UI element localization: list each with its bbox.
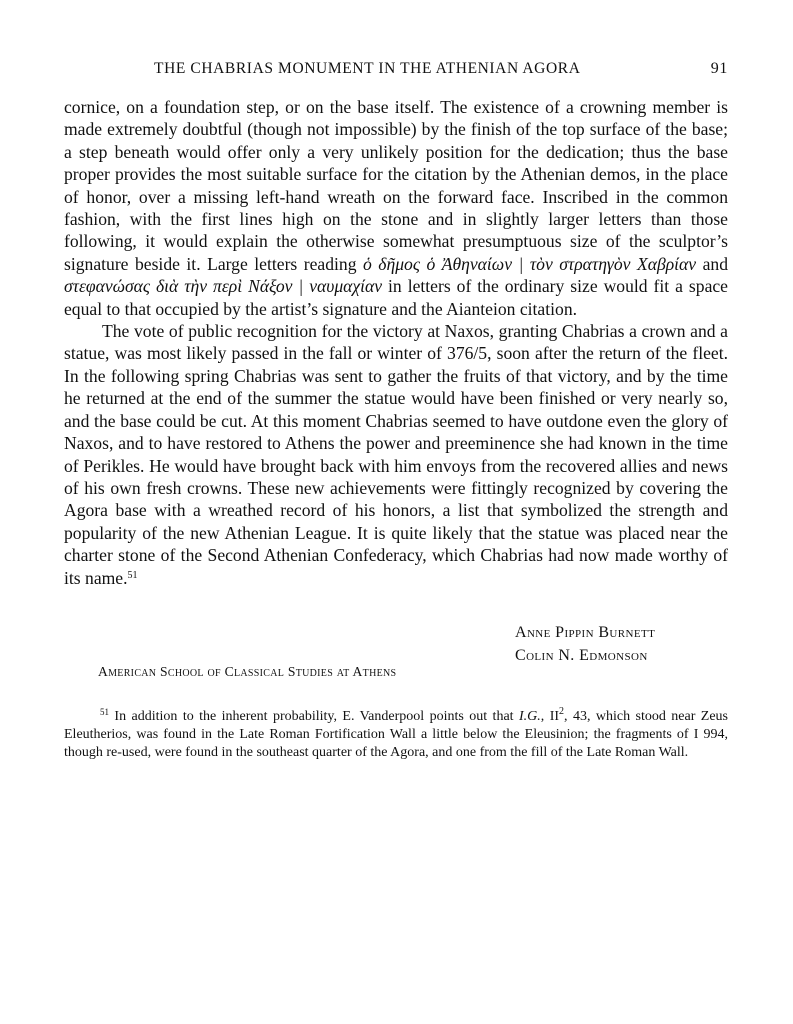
author-name: Colin N. Edmonson	[515, 646, 648, 664]
paragraph-1-text-a: cornice, on a foundation step, or on the base itself. The existence of a crowning member is made extremely doubtful (though not impossible) by the finish of the top surface of the base; a step beneath would offer only a very unlikely position for the dedication; thus the base proper provides the most suitable surface for the citation by the Athenian demos, in the place of honor, over a missing left-hand wreath on the forward face. Inscribed in the common fashion, with the first lines high on the stone and in slightly larger letters than those following, it would explain the otherwise somewhat presumptuous size of the sculptor’s signature beside it. Large letters reading	[64, 97, 728, 274]
body-text	[64, 96, 728, 589]
running-head	[64, 60, 728, 82]
institution-affiliation: American School of Classical Studies at Athens	[98, 664, 397, 679]
footnote-reference: 51	[127, 569, 138, 581]
author-block	[515, 622, 755, 667]
paragraph-2	[64, 320, 728, 589]
footnote-superscript: 2	[559, 706, 565, 717]
footnote-text-a: In addition to the inherent probability, E. Vanderpool points out that	[109, 709, 519, 724]
paragraph-2-text: The vote of public recognition for the victory at Naxos, granting Chabrias a crown and a statue, was most likely passed in the fall or winter of 376/5, soon after the return of the fleet. In the following spring Chabrias was sent to gather the fruits of that victory, and by the time he returned at the end of the summer the statue would have been finished or very nearly so, and the base could be cut. At this moment Chabrias seemed to have outdone even the glory of Naxos, and to have restored to Athens the power and preeminence she had known in the time of Perikles. He would have brought back with him envoys from the recovered allies and news of his own fresh crowns. These new achievements were fittingly recognized by covering the Agora base with a wreathed record of his honors, a list that symbolized the strength and popularity of the new Athenian League. It is quite likely that the statue was placed near the charter stone of the Second Athenian Confederacy, which Chabrias had now made worthy of its name.	[64, 321, 728, 588]
footnote-citation: I.G.	[518, 709, 541, 724]
footnote-text-b: , II	[540, 709, 560, 724]
greek-inscription-2: στεφανώσας διὰ τὴν περὶ Νάξον | ναυμαχίαν	[64, 276, 383, 297]
paragraph-1-text-c: in letters of the ordinary size would fit a space equal to that occupied by the artist’s signature and the Aianteion citation.	[64, 276, 728, 319]
footnote-text-c: , 43, which stood near Zeus Eleutherios, was found in the Late Roman Fortification Wall a little below the Eleusinion; the fragments of I 994, though re-used, were found in the southeast quarter of the Agora, and one from the fill of the Late Roman Wall.	[64, 709, 728, 760]
page-number: 91	[710, 60, 728, 77]
footnote	[64, 708, 728, 762]
greek-inscription-1: ὁ δῆμος ὁ Ἀθηναίων | τὸν στρατηγὸν Χαβρίαν	[363, 253, 697, 274]
paragraph-1	[64, 96, 728, 320]
paragraph-1-text-b: and	[696, 253, 728, 274]
running-title: THE CHABRIAS MONUMENT IN THE ATHENIAN AGORA	[154, 60, 581, 77]
author-name: Anne Pippin Burnett	[515, 624, 656, 641]
footnote-number: 51	[100, 707, 109, 717]
